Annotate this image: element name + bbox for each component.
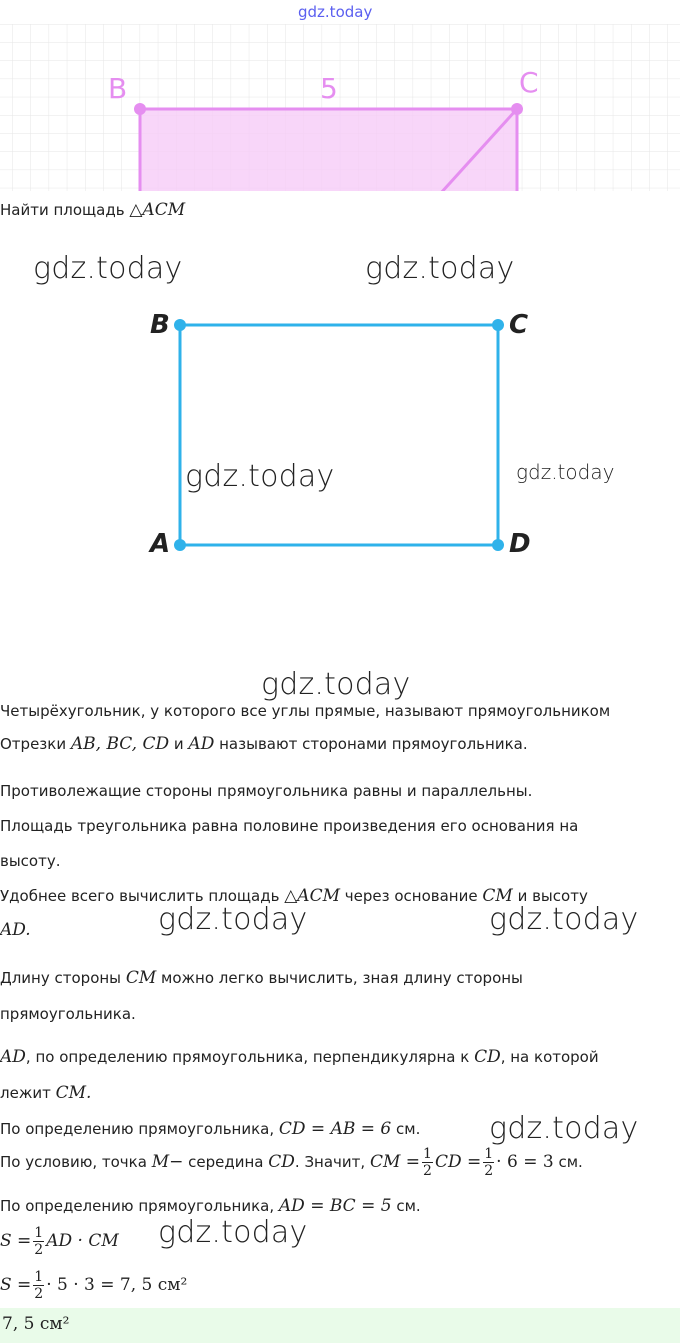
point-a	[174, 539, 186, 551]
answer-value: 7, 5 см²	[2, 1314, 70, 1334]
rect-fill	[140, 109, 517, 191]
point-b	[134, 103, 146, 115]
text-line: Отрезки AB, BC, CD и AD называют сторонами прямоугольника.	[0, 734, 528, 754]
watermark: gdz.today	[365, 251, 515, 286]
point-d	[492, 539, 504, 551]
label-a: A	[150, 529, 171, 559]
text-line: прямоугольника.	[0, 1005, 136, 1023]
fraction-half: $\frac{1}{2}$	[484, 1146, 494, 1179]
label-c: C	[509, 310, 529, 340]
watermark: gdz.today	[489, 902, 639, 937]
fraction-half: $\frac{1}{2}$	[34, 1225, 44, 1258]
text-line: Четырёхугольник, у которого все углы прямые, называют прямоугольником	[0, 702, 611, 720]
text-line: AD.	[0, 920, 31, 940]
rectangle-abcd	[180, 325, 498, 545]
text-line: AD, по определению прямоугольника, перпендикулярна к CD, на которой	[0, 1047, 599, 1067]
fraction-half: $\frac{1}{2}$	[423, 1146, 432, 1179]
formula-result: S = $\frac{1}{2}$ · 5 · 3 = 7, 5 см²	[0, 1269, 188, 1302]
watermark-top: gdz.today	[298, 3, 373, 21]
watermark: gdz.today	[516, 460, 615, 484]
watermark: gdz.today	[158, 1215, 308, 1250]
text-line: По условию, точка M− середина CD. Значит, CM = $\frac{1}{2}$ CD = $\frac{1}{2}$ · 6 = 3 см.	[0, 1146, 583, 1179]
point-b	[174, 319, 186, 331]
text-line: По определению прямоугольника, CD = AB = 6 см.	[0, 1119, 421, 1139]
rectangle-abcd-figure	[0, 300, 680, 570]
task-line: Найти площадь △ACM	[0, 200, 186, 220]
watermark: gdz.today	[261, 667, 411, 702]
label-c: C	[519, 66, 539, 99]
text-line: высоту.	[0, 852, 61, 870]
answer-box	[0, 1308, 680, 1343]
point-c	[511, 103, 523, 115]
text-line: Удобнее всего вычислить площадь △ACM через основание CM и высоту	[0, 886, 588, 906]
label-b: B	[150, 310, 170, 340]
watermark: gdz.today	[489, 1111, 639, 1146]
label-side-5: 5	[320, 72, 338, 105]
text-line: По определению прямоугольника, AD = BC = 5 см.	[0, 1196, 421, 1216]
label-d: D	[509, 529, 531, 559]
text-line: Противолежащие стороны прямоугольника равны и параллельны.	[0, 782, 533, 800]
point-c	[492, 319, 504, 331]
text-line: Длину стороны CM можно легко вычислить, зная длину стороны	[0, 968, 523, 988]
formula-area: S = $\frac{1}{2}$ AD · CM	[0, 1225, 119, 1258]
watermark: gdz.today	[185, 459, 335, 494]
grid-figure	[0, 24, 680, 191]
watermark: gdz.today	[33, 251, 183, 286]
text-line: Площадь треугольника равна половине произведения его основания на	[0, 817, 579, 835]
text-line: лежит CM.	[0, 1083, 92, 1103]
fraction-half: $\frac{1}{2}$	[34, 1269, 44, 1302]
watermark: gdz.today	[158, 902, 308, 937]
label-b: B	[108, 72, 128, 105]
